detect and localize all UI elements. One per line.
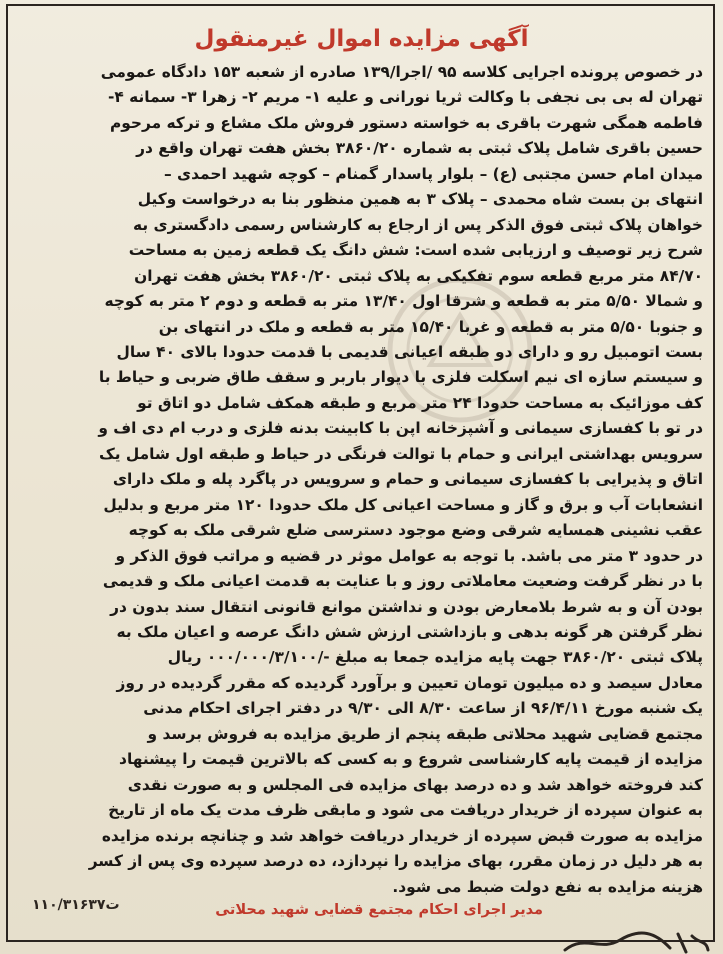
notice-code: ۱۱۰/۳۱۶۳۷ت: [32, 897, 120, 913]
notice-line: به عنوان سپرده از خریدار دریافت می شود و مابقی ظرف مدت یک ماه از تاریخ: [108, 801, 703, 820]
notice-line: انتهای بن بست شاه محمدی – پلاک ۳ به همین منظور بنا به درخواست وکیل: [137, 190, 703, 209]
notice-title: آگهی مزایده اموال غیرمنقول: [194, 26, 529, 52]
notice-line: پلاک ثبتی ۳۸۶۰/۲۰ جهت پایه مزایده جمعا به مبلغ -/۰۰۰/۰۰۰/۳/۱۰۰ ریال: [167, 648, 703, 667]
notice-line: در تو با کفسازی سیمانی و آشپزخانه اپن با کابینت بدنه فلزی و درب ام دی اف و: [98, 419, 703, 438]
notice-line: نظر گرفتن هر گونه بدهی و بازداشتی ارزش شش دانگ عرصه و اعیان ملک به: [116, 622, 703, 641]
notice-line: بست اتومبیل رو و دارای دو طبقه اعیانی قدیمی با قدمت حدودا بالای ۴۰ سال: [116, 342, 703, 361]
notice-line: یک شنبه مورخ ۹۶/۴/۱۱ از ساعت ۸/۳۰ الی ۹/۳۰ در دفتر اجرای احکام مدنی: [143, 699, 703, 718]
notice-line: با در نظر گرفت وضعیت معاملاتی روز و با عنایت به قدمت اعیانی ملک و قدیمی: [102, 572, 703, 591]
notice-line: و جنوبا ۵/۵۰ متر به قطعه و غربا ۱۵/۴۰ متر به قطعه و ملک در انتهای بن: [158, 317, 703, 336]
notice-line: اتاق و پذیرایی با کفسازی سیمانی و حمام و سرویس در پاگرد پله و ملک دارای: [112, 470, 703, 489]
notice-line: هزینه مزایده به نفع دولت ضبط می شود.: [392, 877, 703, 896]
notice-line: به هر دلیل در زمان مقرر، بهای مزایده را نپردازد، ده درصد سپرده وی پس از کسر: [88, 852, 703, 871]
notice-line: معادل سیصد و ده میلیون تومان تعیین و برآورد گردیده که مقرر گردیده در روز: [116, 673, 703, 692]
notice-line: در خصوص پرونده اجرایی کلاسه ۹۵ /اجرا/۱۳۹ صادره از شعبه ۱۵۳ دادگاه عمومی: [100, 63, 703, 81]
notice-line: شرح زیر توصیف و ارزیابی شده است: شش دانگ یک قطعه زمین به مساحت: [128, 241, 703, 260]
notice-line: و شمالا ۵/۵۰ متر به قطعه و شرقا اول ۱۳/۴۰ متر به قطعه و دوم ۲ متر به کوچه: [104, 292, 703, 311]
notice-line: مزایده از قیمت پایه کارشناسی شروع و به کسی که بالاترین قیمت را پیشنهاد: [119, 750, 703, 769]
notice-line: مجتمع قضایی شهید محلاتی طبقه پنجم از طریق مزایده به فروش برسد و: [147, 724, 703, 743]
notice-line: عقب نشینی همسایه شرقی وضع موجود دسترسی ضلع شرقی ملک به کوچه: [128, 521, 703, 540]
notice-line: سرویس بهداشتی ایرانی و حمام با توالت فرنگی در حیاط و طبقه اول شامل یک: [98, 444, 703, 463]
notice-body: [20, 60, 703, 900]
handwritten-mark-icon: [560, 930, 710, 954]
signature-line: مدیر اجرای احکام مجتمع قضایی شهید محلاتی: [215, 902, 543, 918]
notice-line: و سیستم سازه ای نیم اسکلت فلزی با دیوار باربر و سقف طاق ضربی و حیاط با: [98, 368, 703, 387]
notice-line: خواهان پلاک ثبتی فوق الذکر پس از ارجاع به کارشناس رسمی دادگستری به: [133, 215, 703, 234]
notice-line: کند فروخته خواهد شد و ده درصد بهای مزایده فی المجلس و به صورت نقدی: [127, 775, 703, 794]
notice-line: میدان امام حسن مجتبی (ع) – بلوار پاسدار گمنام – کوچه شهید احمدی –: [163, 164, 703, 183]
notice-line: ۸۴/۷۰ متر مربع قطعه سوم تفکیکی به پلاک ثبتی ۳۸۶۰/۲۰ بخش هفت تهران: [134, 266, 703, 285]
notice-line: حسین باقری شامل پلاک ثبتی به شماره ۳۸۶۰/۲۰ بخش هفت تهران واقع در: [136, 139, 703, 158]
notice-line: بودن آن و به شرط بلامعارض بودن و نداشتن موانع قانونی انتقال سند بدون در: [110, 597, 703, 616]
notice-line: فاطمه همگی شهرت باقری به خواسته دستور فروش ملک مشاع و ترکه مرحوم: [109, 113, 703, 132]
notice-line: در حدود ۳ متر می باشد. با توجه به عوامل موثر در قضیه و مراتب فوق الذکر و: [115, 546, 703, 565]
notice-line: کف موزائیک به مساحت حدودا ۲۴ متر مربع و طبقه همکف شامل دو اتاق تو: [137, 393, 703, 412]
notice-line: مزایده به صورت قبض سپرده از خریدار دریافت خواهد شد و چنانچه برنده مزایده: [101, 826, 703, 845]
notice-line: انشعابات آب و برق و گاز و مساحت اعیانی کل ملک حدودا ۱۲۰ متر مربع و بدلیل: [103, 495, 703, 514]
notice-line: تهران له بی بی نجفی با وکالت ثریا نورانی و علیه ۱- مریم ۲- زهرا ۳- سمانه ۴-: [108, 88, 703, 107]
